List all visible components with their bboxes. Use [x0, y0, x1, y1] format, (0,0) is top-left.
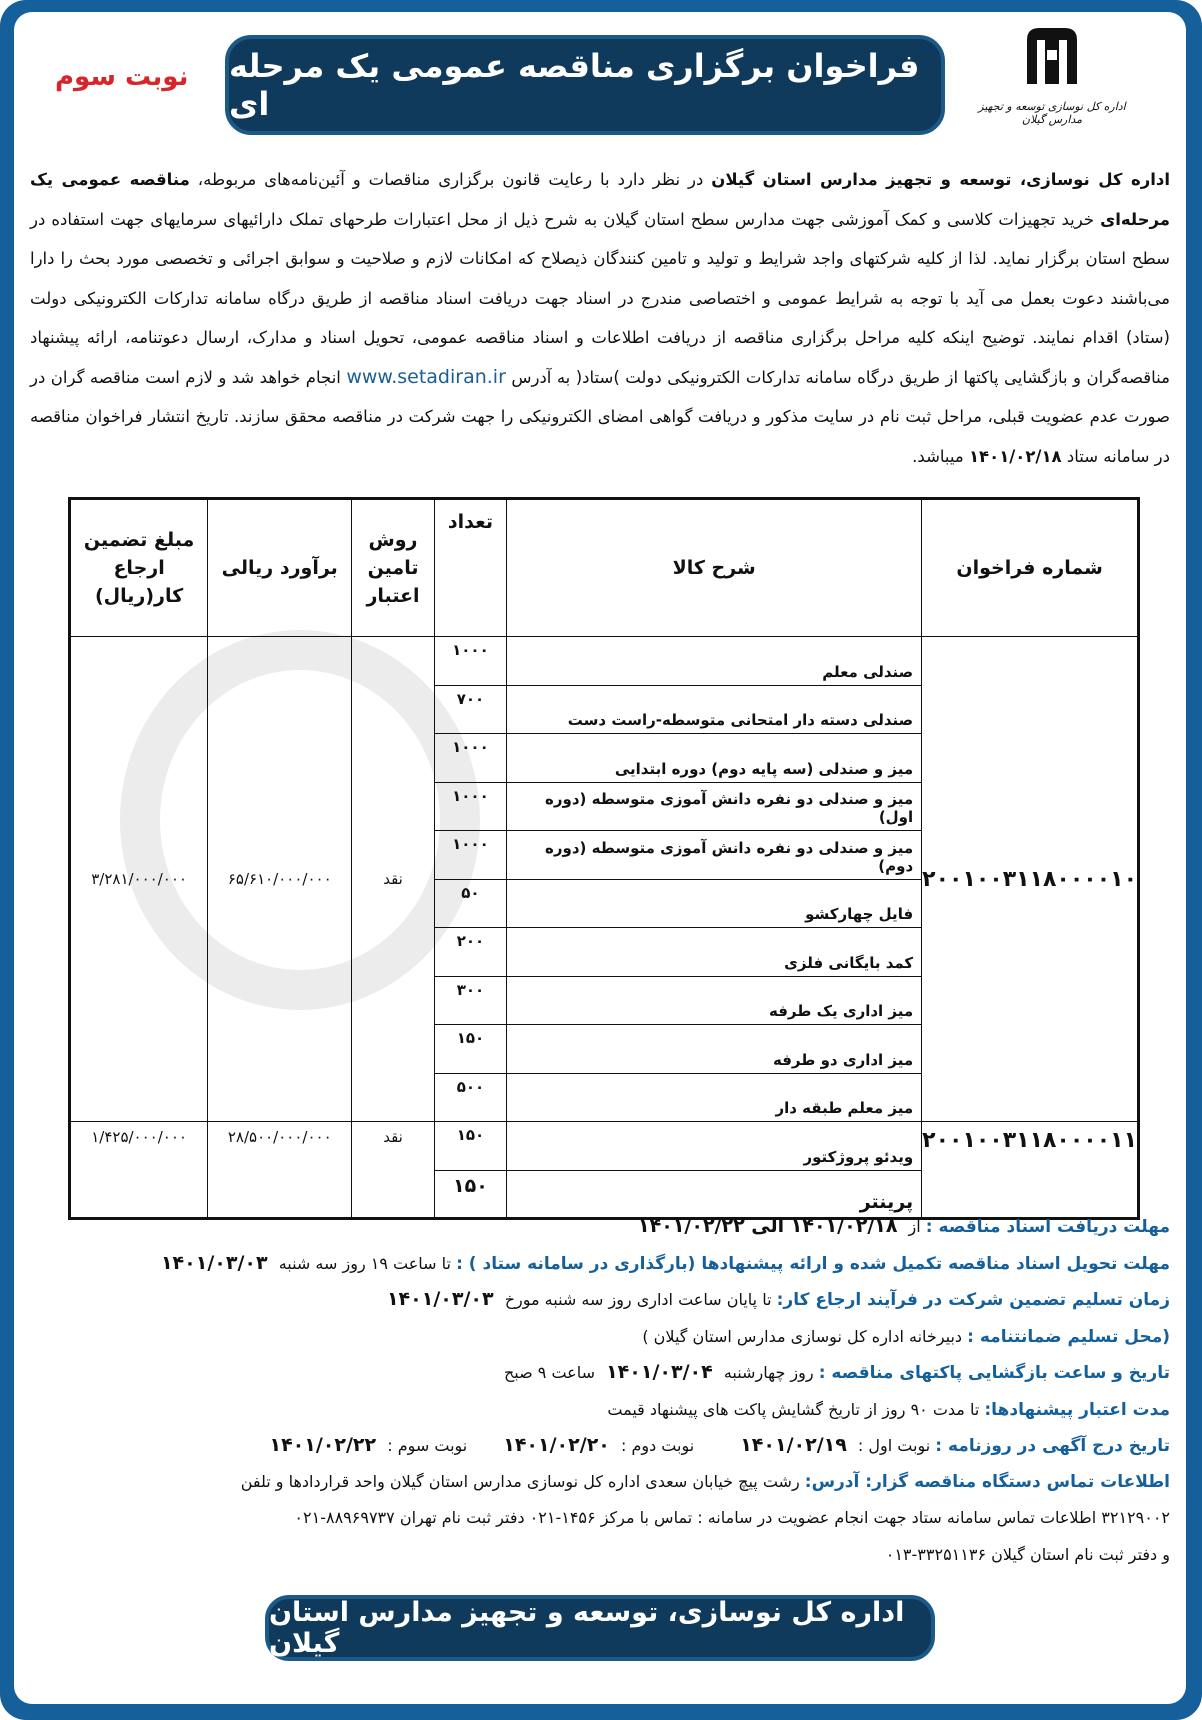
- round-label: نوبت اول :: [852, 1436, 936, 1455]
- details: [30, 1208, 1170, 1573]
- estimate: ۶۵/۶۱۰/۰۰۰/۰۰۰: [208, 637, 352, 1122]
- item-qty: ۵۰: [434, 879, 506, 928]
- detail-label: مدت اعتبار پیشنهادها:: [984, 1399, 1170, 1420]
- contact-line: [30, 1464, 1170, 1501]
- contact-line: [30, 1537, 1170, 1574]
- item-qty: ۱۰۰۰: [434, 782, 506, 831]
- tender-number: ۲۰۰۱۰۰۳۱۱۸۰۰۰۰۱۱: [922, 1122, 1139, 1219]
- detail-label: (محل تسلیم ضمانتنامه :: [967, 1326, 1170, 1347]
- logo: [972, 22, 1132, 126]
- tender-table: [68, 497, 1140, 1220]
- guarantee: ۱/۴۲۵/۰۰۰/۰۰۰: [70, 1122, 208, 1219]
- item-qty: ۳۰۰: [434, 976, 506, 1025]
- publish-date: ۱۴۰۱/۰۲/۱۸: [968, 446, 1062, 466]
- item-qty: ۱۵۰: [434, 1170, 506, 1219]
- round-label: نوبت سوم :: [382, 1436, 468, 1455]
- detail-label: تاریخ و ساعت بازگشایی پاکتهای مناقصه :: [818, 1363, 1170, 1383]
- contact-text: ۳۲۱۲۹۰۰۲ اطلاعات تماس سامانه ستاد جهت انجام عضویت در سامانه : تماس با مرکز ۱۴۵۶-۰۲۱ دفتر ثبت نام تهران ۸۸۹۶۹۷۳۷-۰۲۱: [294, 1508, 1170, 1527]
- intro-text-3: انجام خواهد شد و لازم است مناقصه گران در صورت عدم عضویت قبلی، مراحل ثبت نام در سایت مذکور و دریافت گواهی امضای الکترونیکی را جهت شرکت در مناقصه محقق سازند. تاریخ انتشار فراخوان مناقصه در سامانه ستاد: [30, 367, 1170, 466]
- col-header: شرح کالا: [507, 499, 922, 637]
- intro-text-4: میباشد.: [912, 446, 969, 466]
- item-name: فایل چهارکشو: [507, 879, 922, 928]
- detail-text: تا پایان ساعت اداری روز سه شنبه مورخ: [499, 1290, 777, 1309]
- round-date: ۱۴۰۱/۰۲/۱۹: [740, 1434, 847, 1456]
- item-qty: ۱۵۰: [434, 1025, 506, 1074]
- tender-number: ۲۰۰۱۰۰۳۱۱۸۰۰۰۰۱۰: [922, 637, 1139, 1122]
- estimate: ۲۸/۵۰۰/۰۰۰/۰۰۰: [208, 1122, 352, 1219]
- detail-text: روز چهارشنبه: [718, 1363, 819, 1382]
- item-name: صندلی دسته دار امتحانی متوسطه-راست دست: [507, 685, 922, 734]
- detail-line: [30, 1245, 1170, 1282]
- col-header: روش تامین اعتبار: [352, 499, 434, 637]
- item-name: ویدئو پروژکتور: [507, 1122, 922, 1171]
- intro-text-1: در نظر دارد با رعایت قانون برگزاری مناقصات و آئین‌نامه‌های مربوطه،: [189, 170, 712, 189]
- item-name: صندلی معلم: [507, 637, 922, 686]
- detail-date: ۱۴۰۱/۰۳/۰۳: [160, 1251, 268, 1274]
- detail-line: [30, 1391, 1170, 1428]
- detail-line: [30, 1318, 1170, 1355]
- detail-date: ۱۴۰۱/۰۳/۰۴: [606, 1361, 713, 1383]
- item-qty: ۲۰۰: [434, 928, 506, 977]
- footer-title: اداره کل نوسازی، توسعه و تجهیز مدارس استان گیلان: [269, 1597, 905, 1659]
- item-qty: ۱۰۰۰: [434, 637, 506, 686]
- intro-paragraph: [30, 160, 1170, 476]
- item-name: پرینتر: [507, 1170, 922, 1219]
- publish-line: [30, 1427, 1170, 1464]
- round-label: نوبت دوم :: [615, 1436, 695, 1455]
- item-name: میز اداری یک طرفه: [507, 976, 922, 1025]
- page-title: فراخوان برگزاری مناقصه عمومی یک مرحله ای: [229, 47, 920, 123]
- item-qty: ۱۰۰۰: [434, 831, 506, 880]
- table-header: [70, 499, 1139, 637]
- round-date: ۱۴۰۱/۰۲/۲۲: [269, 1434, 377, 1456]
- contact-text: رشت پیچ خیابان سعدی اداره کل نوسازی مدارس استان گیلان واحد قراردادها و تلفن: [240, 1471, 805, 1491]
- round-date: ۱۴۰۱/۰۲/۲۰: [503, 1434, 610, 1456]
- col-header: مبلغ تضمین ارجاع کار(ریال): [70, 499, 208, 637]
- intro-text-2: خرید تجهیزات کلاسی و کمک آموزشی جهت مدارس سطح استان گیلان به شرح ذیل از محل اعتبارات طرحهای تملک دارائیهای سرمایهای جهت استفاده در سطح استان برگزار نماید. لذا از کلیه شرکتهای واجد شرایط و تولید و تامین کنندگان ذیصلاح که امکانات لازم و صلاحیت و سوابق اجرائی و تخصصی مورد بحث را دارا می‌باشند دعوت بعمل می آید با توجه به شرایط عمومی و اختصاصی مندرج در اسناد جهت دریافت اسناد مناقصه از طریق درگاه سامانه تدارکات الکترونیکی دولت (ستاد) اقدام نمایند. توضیح اینکه کلیه مراحل برگزاری مناقصه از دریافت اطلاعات و اسناد مناقصه عمومی، تحویل اسناد و مدارک، ارسال دعوتنامه، ارائه پیشنهاد مناقصه‌گران و بازگشایی پاکتها از طریق درگاه سامانه تدارکات الکترونیکی دولت )ستاد( به آدرس: [30, 209, 1170, 387]
- item-qty: ۱۰۰۰: [434, 734, 506, 783]
- detail-line: [30, 1208, 1170, 1245]
- col-header: شماره فراخوان: [922, 499, 1139, 637]
- guarantee: ۳/۲۸۱/۰۰۰/۰۰۰: [70, 637, 208, 1122]
- item-name: میز و صندلی دو نفره دانش آموزی متوسطه (دوره دوم): [507, 831, 922, 880]
- funding-method: نقد: [352, 1122, 434, 1219]
- tender-type: مناقصه عمومی یک مرحله‌ای: [30, 170, 1170, 229]
- item-name: میز و صندلی (سه پایه دوم) دوره ابتدایی: [507, 734, 922, 783]
- detail-text: تا مدت ۹۰ روز از تاریخ گشایش پاکت های پیشنهاد قیمت: [607, 1399, 985, 1419]
- detail-date: ۱۴۰۱/۰۳/۰۳: [386, 1288, 494, 1310]
- funding-method: نقد: [352, 637, 434, 1122]
- round-badge: نوبت سوم: [55, 62, 189, 92]
- emblem-icon: [1017, 22, 1087, 92]
- contact-text: و دفتر ثبت نام استان گیلان ۳۳۲۵۱۱۳۶-۰۱۳: [885, 1544, 1170, 1564]
- detail-label: اطلاعات تماس دستگاه مناقصه گزار: آدرس:: [804, 1471, 1170, 1492]
- detail-label: مهلت تحویل اسناد مناقصه تکمیل شده و ارائه پیشنهادها (بارگذاری در سامانه ستاد ) :: [456, 1253, 1170, 1274]
- setad-link[interactable]: www.setadiran.ir: [346, 365, 506, 388]
- footer-banner: [265, 1595, 935, 1661]
- title-banner: [225, 35, 945, 135]
- item-qty: ۵۰۰: [434, 1073, 506, 1122]
- table-row: [70, 1122, 1139, 1171]
- item-name: کمد بایگانی فلزی: [507, 928, 922, 977]
- contact-line: [30, 1500, 1170, 1537]
- detail-date: ۱۴۰۱/۰۲/۱۸ الی ۱۴۰۱/۰۲/۲۲: [638, 1215, 898, 1237]
- detail-line: [30, 1354, 1170, 1391]
- detail-text: دبیرخانه اداره کل نوسازی مدارس استان گیلان ): [642, 1326, 968, 1346]
- col-header: تعداد: [434, 499, 506, 637]
- item-qty: ۷۰۰: [434, 685, 506, 734]
- detail-text: از: [903, 1217, 926, 1236]
- detail-text: ساعت ۹ صبح: [503, 1363, 601, 1382]
- item-name: میز اداری دو طرفه: [507, 1025, 922, 1074]
- detail-line: [30, 1281, 1170, 1318]
- item-name: میز معلم طبقه دار: [507, 1073, 922, 1122]
- item-qty: ۱۵۰: [434, 1122, 506, 1171]
- item-name: میز و صندلی دو نفره دانش آموزی متوسطه (دوره اول): [507, 782, 922, 831]
- detail-text: تا ساعت ۱۹ روز سه شنبه: [273, 1253, 457, 1273]
- detail-label: مهلت دریافت اسناد مناقصه :: [925, 1217, 1170, 1237]
- col-header: برآورد ریالی: [208, 499, 352, 637]
- logo-caption: اداره کل نوسازی توسعه و تجهیز مدارس گیلان: [978, 100, 1126, 126]
- table-row: [70, 637, 1139, 686]
- org-name: اداره کل نوسازی، توسعه و تجهیز مدارس استان گیلان: [711, 170, 1170, 189]
- detail-label: تاریخ درج آگهی در روزنامه :: [935, 1436, 1170, 1456]
- detail-label: زمان تسلیم تضمین شرکت در فرآیند ارجاع کار:: [776, 1290, 1170, 1310]
